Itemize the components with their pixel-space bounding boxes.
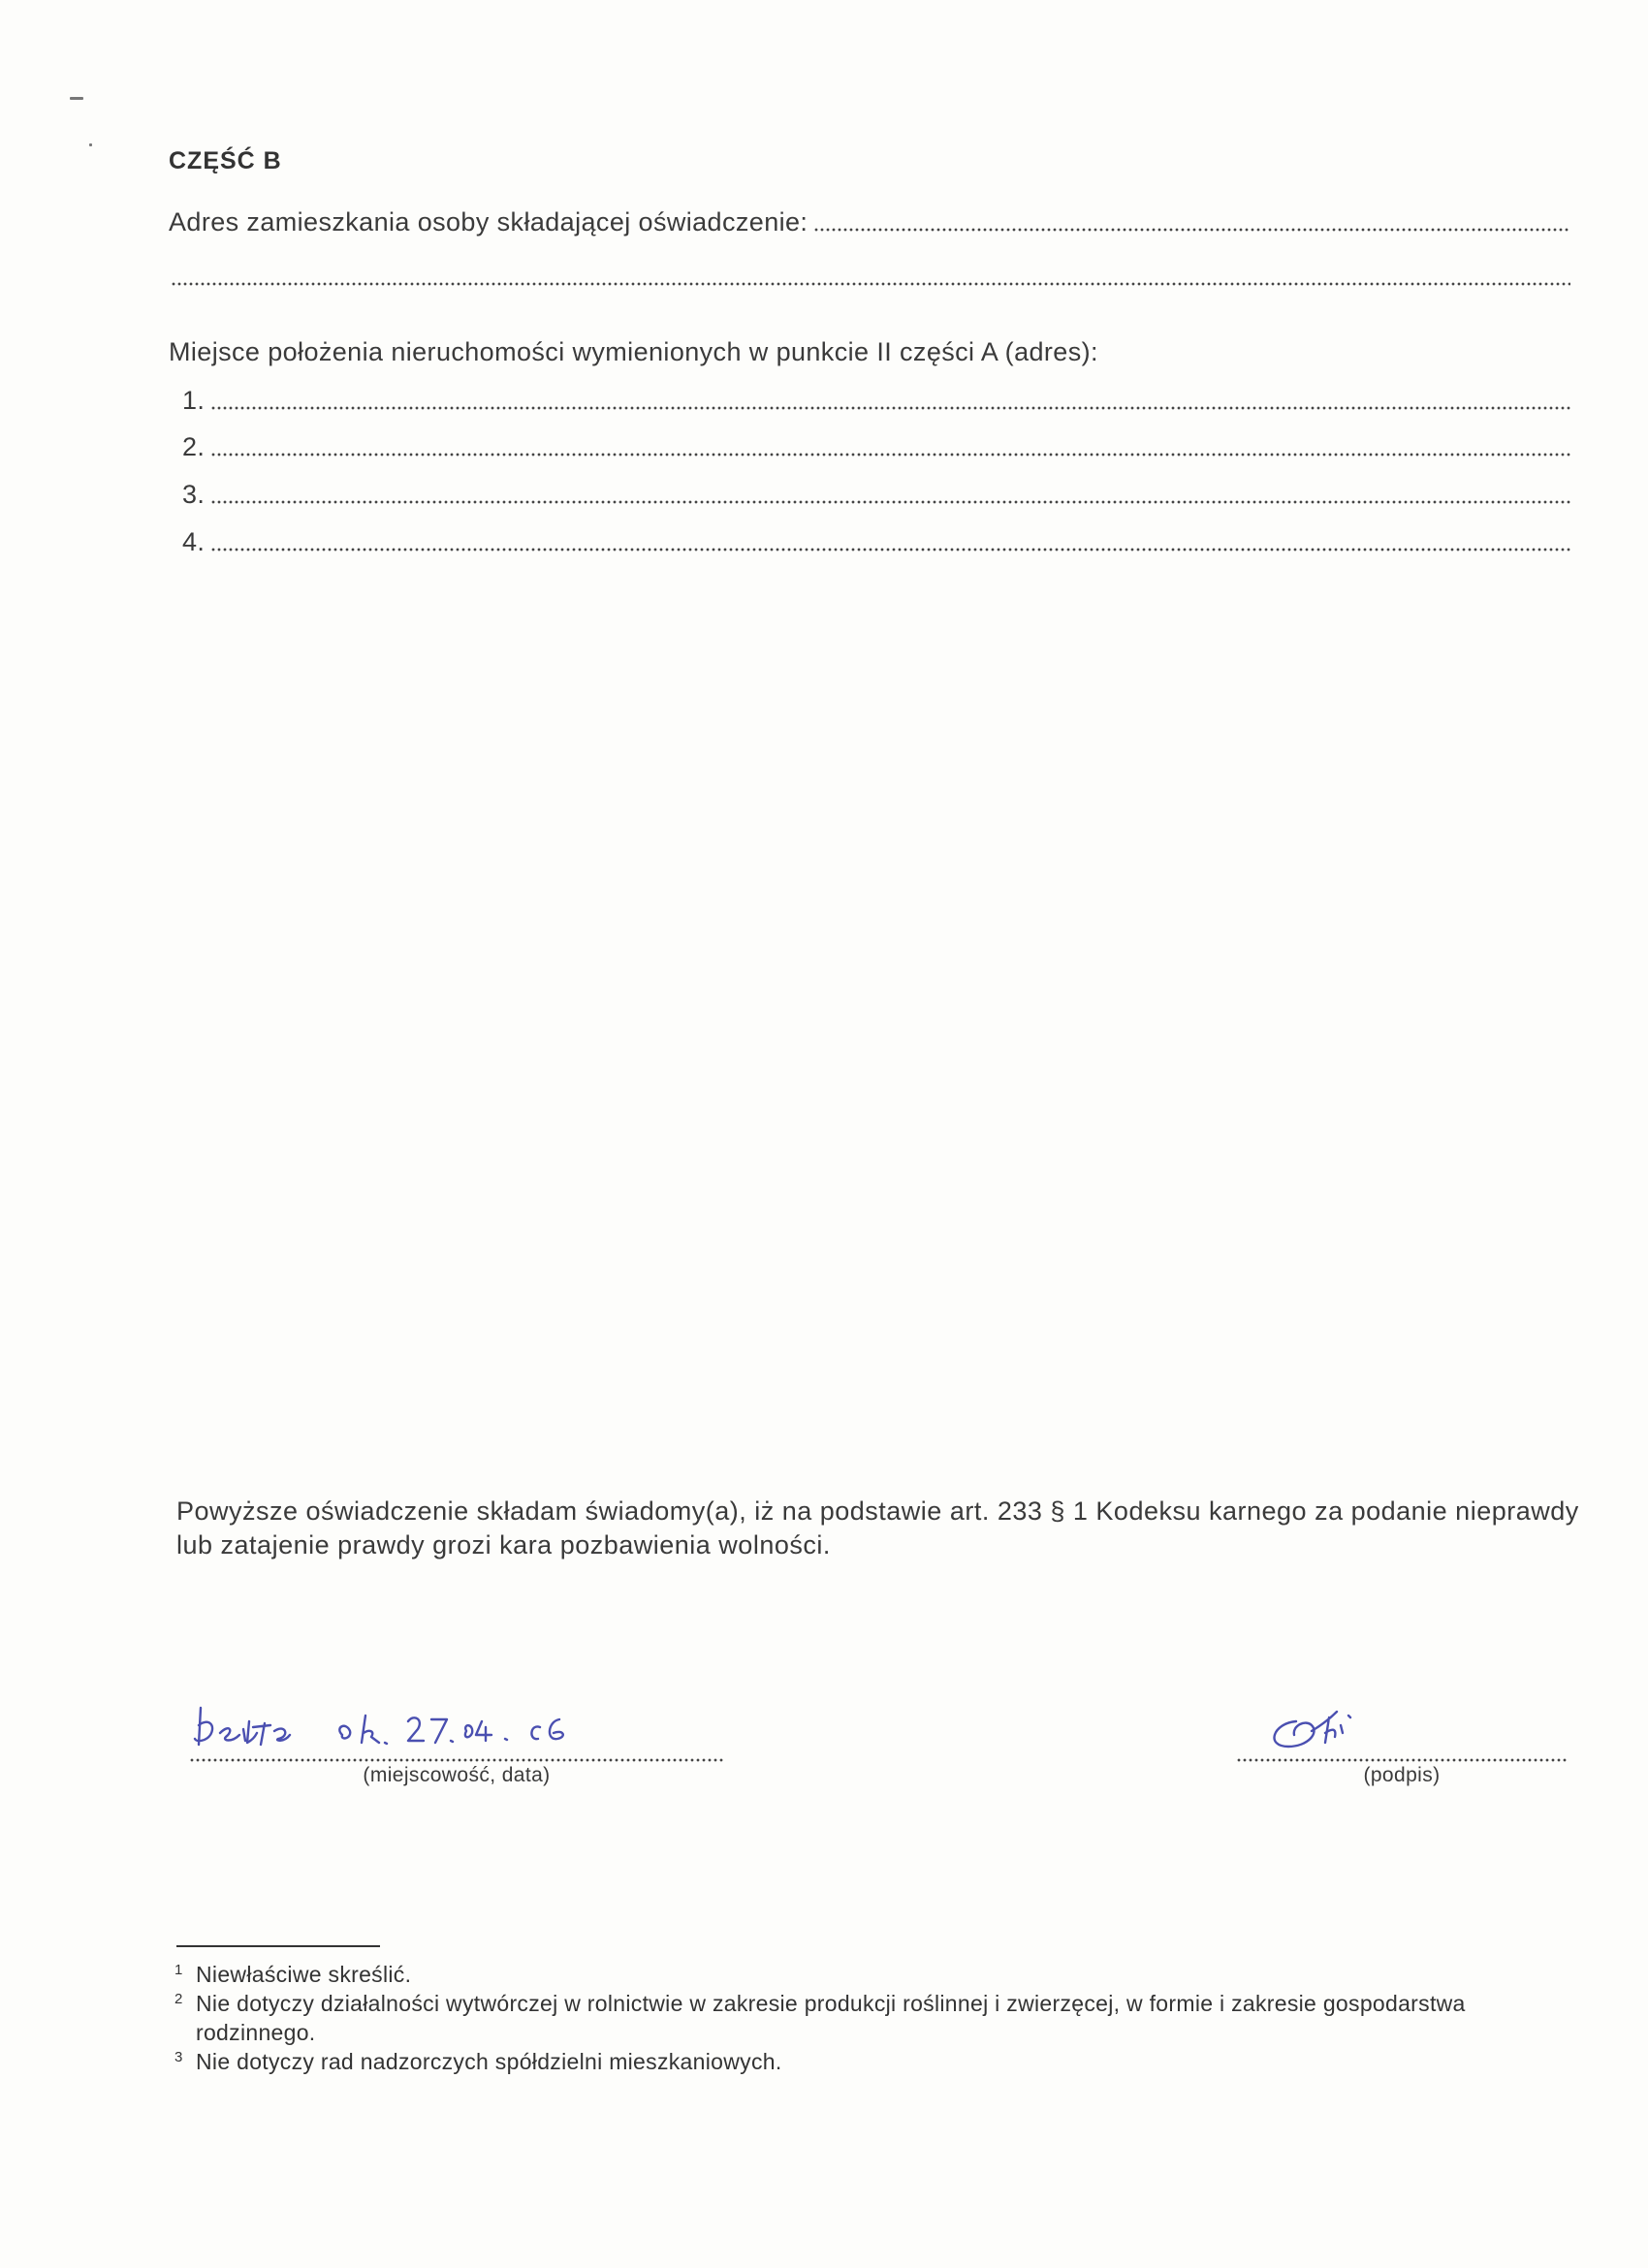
property-fill-line[interactable] (210, 500, 1570, 504)
signature-fill-line[interactable] (1236, 1758, 1568, 1762)
footnote-text: Nie dotyczy rad nadzorczych spółdzielni mieszkaniowych. (196, 2049, 782, 2074)
place-date-block (189, 1698, 724, 1787)
property-item-number: 1. (182, 386, 206, 415)
footnote-2 (174, 1989, 1590, 2047)
footnote-number: 1 (174, 1962, 183, 1978)
property-item-2 (182, 432, 1570, 462)
declaration-statement: Powyższe oświadczenie składam świadomy(a), iż na podstawie art. 233 § 1 Kodeksu karnego za podanie nieprawdy lub zatajenie prawdy grozi kara pozbawienia wolności. (176, 1496, 1579, 1559)
signature-caption: (podpis) (1363, 1764, 1441, 1786)
property-label: Miejsce położenia nieruchomości wymienionych w punkcie II części A (adres): (169, 337, 1098, 366)
scan-mark (89, 143, 92, 146)
handwritten-signature (1236, 1698, 1568, 1758)
property-item-4 (182, 527, 1570, 557)
footnote-text: Nie dotyczy działalności wytwórczej w rolnictwie w zakresie produkcji roślinnej i zwierzęcej, w formie i zakresie gospodarstwa rodzinnego. (196, 1991, 1466, 2045)
footnote-divider (176, 1945, 380, 1947)
property-item-1 (182, 386, 1570, 416)
property-item-3 (182, 480, 1570, 510)
property-label-row (169, 337, 1570, 367)
signature-block (1236, 1698, 1568, 1787)
property-item-number: 2. (182, 432, 206, 461)
property-item-number: 4. (182, 527, 206, 556)
scan-mark (70, 97, 83, 100)
address-fill-line[interactable] (813, 228, 1570, 232)
footnote-3 (174, 2047, 1590, 2076)
handwritten-place-date (189, 1698, 724, 1758)
address-label: Adres zamieszkania osoby składającej oświadczenie: (169, 207, 808, 236)
place-date-caption: (miejscowość, data) (363, 1764, 551, 1786)
property-fill-line[interactable] (210, 548, 1570, 551)
footnote-text: Niewłaściwe skreślić. (196, 1962, 412, 1987)
property-item-number: 3. (182, 480, 206, 509)
address-fill-line-2[interactable] (171, 282, 1570, 286)
property-fill-line[interactable] (210, 453, 1570, 457)
footnote-number: 3 (174, 2049, 183, 2065)
footnote-1 (174, 1960, 1590, 1989)
section-heading: CZĘŚĆ B (169, 147, 282, 174)
place-date-fill-line[interactable] (189, 1758, 724, 1762)
property-fill-line[interactable] (210, 406, 1570, 410)
footnotes (174, 1960, 1590, 2076)
address-row (169, 207, 1570, 237)
footnote-number: 2 (174, 1991, 183, 2007)
